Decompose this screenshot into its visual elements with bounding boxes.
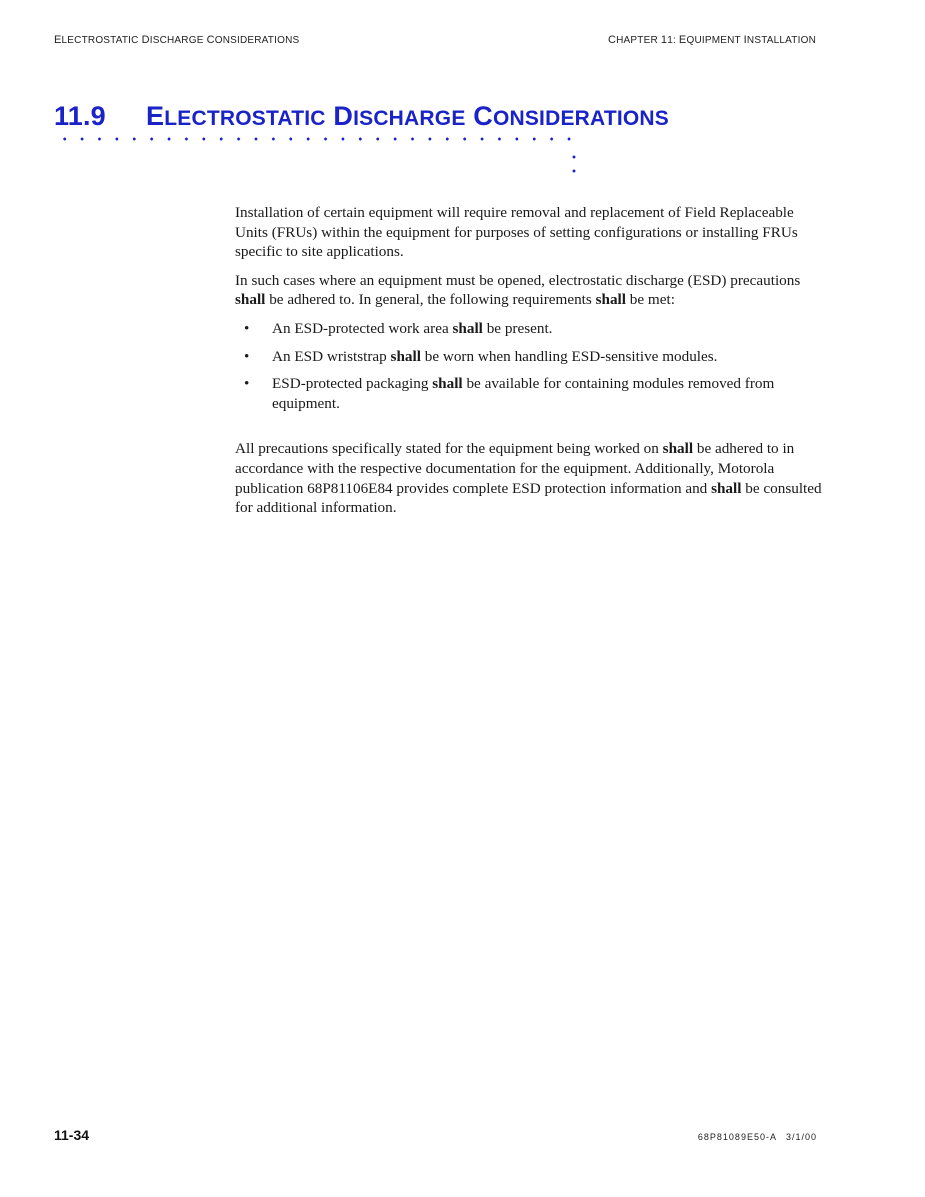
- text-run: be present.: [482, 319, 553, 337]
- list-item: [235, 374, 825, 413]
- paragraph-intro: Installation of certain equipment will require removal and replacement of Field Replaceable Units (FRUs) within the equipment for purposes of setting configurations or installing FRUs specific to site applications.: [235, 204, 798, 261]
- paragraph-precautions: [235, 271, 825, 310]
- section-heading: [54, 101, 669, 132]
- dotted-rule: [56, 133, 578, 145]
- emphasis-shall: shall: [711, 479, 742, 497]
- emphasis-shall: shall: [390, 347, 421, 365]
- text-run: In such cases where an equipment must be opened, electrostatic discharge (ESD) precautions: [235, 271, 801, 289]
- bullet-icon: •: [244, 347, 250, 365]
- bullet-icon: •: [244, 319, 250, 337]
- page-number: 11-34: [54, 1127, 90, 1143]
- paragraph-references: [235, 439, 825, 517]
- list-item: [235, 319, 825, 339]
- emphasis-shall: shall: [452, 319, 483, 337]
- dotted-rule-vertical: [568, 150, 580, 180]
- bullet-icon: •: [244, 375, 250, 393]
- text-run: be met:: [626, 291, 675, 309]
- text-run: be available for containing modules removed from equipment.: [272, 375, 775, 412]
- section-number: 11.9: [54, 101, 106, 131]
- body-content: [235, 203, 825, 527]
- running-header-left: ELECTROSTATIC DISCHARGE CONSIDERATIONS: [54, 34, 300, 46]
- document-id: 68P81089E50-A 3/1/00: [697, 1132, 817, 1142]
- text-run: An ESD-protected work area: [272, 319, 453, 337]
- text-run: be adhered to. In general, the following requirements: [265, 291, 596, 309]
- running-header-right: CHAPTER 11: EQUIPMENT INSTALLATION: [607, 34, 816, 46]
- requirements-list: [235, 319, 825, 413]
- text-run: be adhered to in accordance with the respective documentation for the equipment. Additionally, Motorola publication 68P81106E84 provides complete ESD protection information and: [235, 440, 795, 497]
- text-run: ESD-protected packaging: [272, 375, 433, 393]
- text-run: An ESD wriststrap: [272, 347, 391, 365]
- emphasis-shall: shall: [662, 440, 694, 458]
- emphasis-shall: shall: [235, 291, 266, 309]
- text-run: All precautions specifically stated for the equipment being worked on: [235, 440, 663, 458]
- text-run: be worn when handling ESD-sensitive modules.: [420, 347, 718, 365]
- list-item: [235, 347, 825, 367]
- text-run: be consulted for additional information.: [235, 479, 822, 517]
- emphasis-shall: shall: [595, 291, 626, 309]
- section-title: ELECTROSTATIC DISCHARGE CONSIDERATIONS: [146, 101, 669, 131]
- emphasis-shall: shall: [432, 375, 463, 393]
